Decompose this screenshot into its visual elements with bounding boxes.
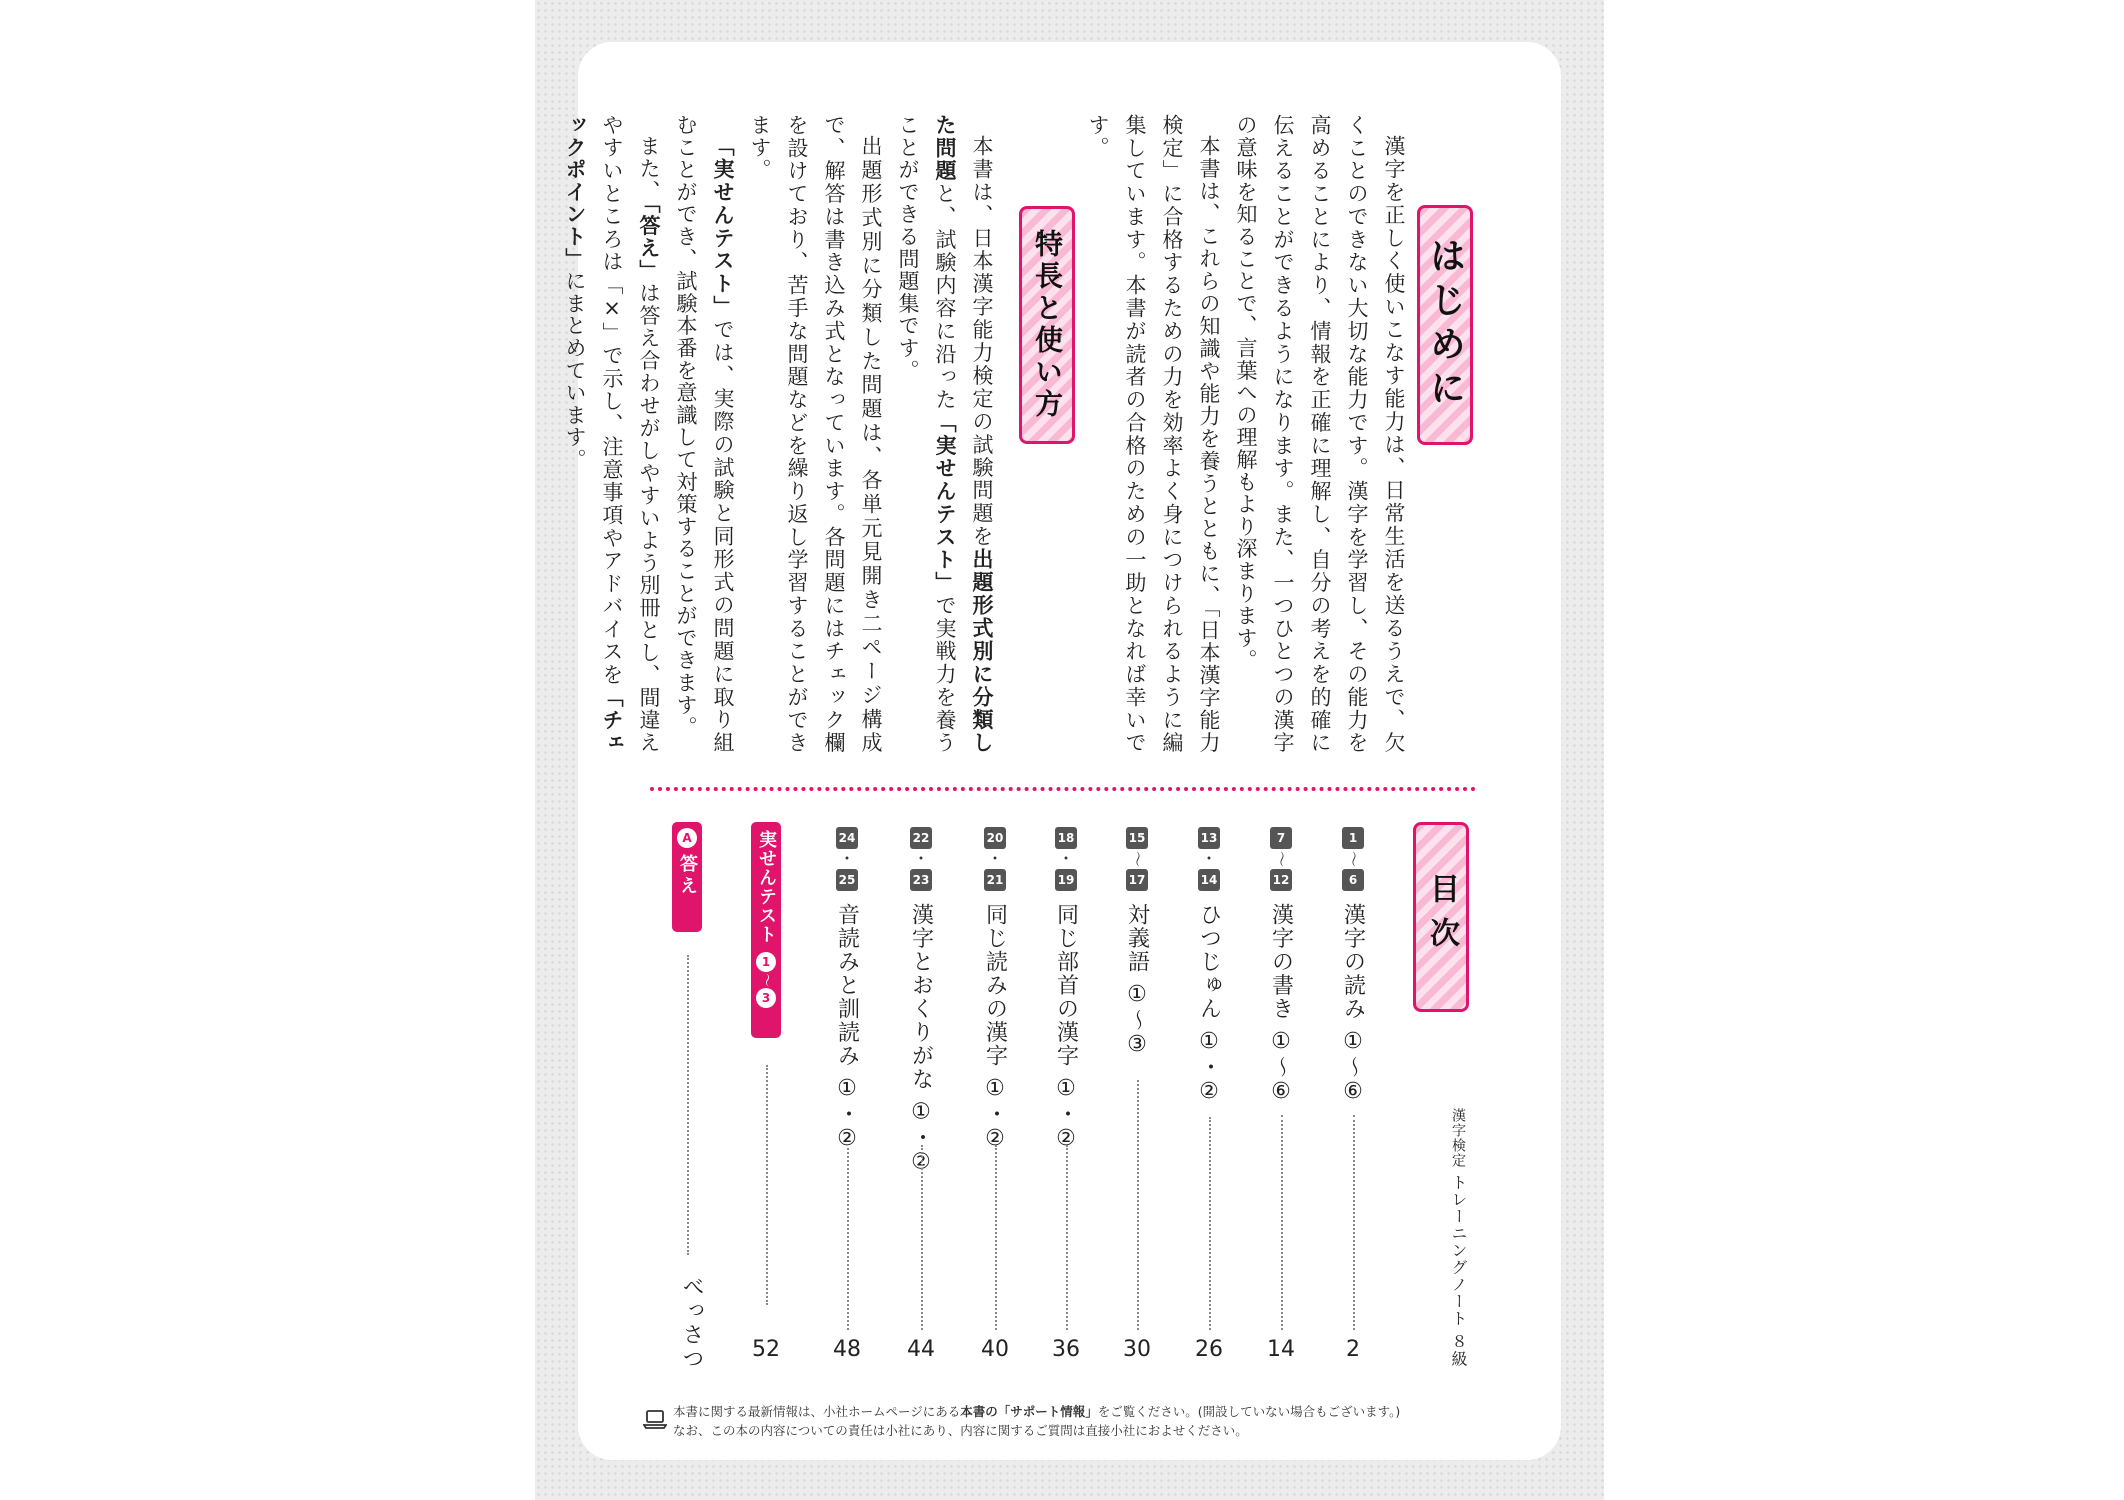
toc-page-number: 40 <box>981 1337 1009 1362</box>
heading-hajimeni: はじめに <box>1417 205 1473 445</box>
toc-leader-dots <box>1137 1080 1139 1330</box>
unit-number-start: 18 <box>1055 827 1077 849</box>
section-divider <box>650 787 1476 791</box>
unit-separator: ・ <box>912 849 929 868</box>
footer-line-1: 本書に関する最新情報は、小社ホームページにある本書の「サポート情報」をご覧ください。(開設していない場合もございます。) <box>673 1404 1401 1419</box>
practice-test-page: 52 <box>752 1337 780 1362</box>
unit-separator: ・ <box>1200 849 1217 868</box>
unit-number-end: 14 <box>1198 869 1220 891</box>
practice-test-leader <box>766 1065 768 1305</box>
laptop-icon <box>643 1408 667 1430</box>
unit-number-end: 17 <box>1126 869 1148 891</box>
practice-test-tag: 実せんテスト 1 〜 3 <box>751 822 781 1038</box>
heading-features: 特長と使い方 <box>1019 206 1075 444</box>
answer-icon: A <box>677 828 697 848</box>
unit-number-end: 21 <box>984 869 1006 891</box>
toc-item-title: 同じ部首の漢字 ①・② <box>1053 903 1079 1153</box>
features-text <box>556 114 1000 754</box>
toc-item-title: ひつじゅん ①・② <box>1196 903 1222 1106</box>
unit-number-end: 19 <box>1055 869 1077 891</box>
toc-item[interactable] <box>827 825 867 1380</box>
unit-separator: ・ <box>1057 849 1074 868</box>
unit-separator: 〜 <box>1127 850 1147 868</box>
features-paragraph-3: 「実せんテスト」では、実際の試験と同形式の問題に取り組むことができ、試験本番を意識して対策することができます。 <box>674 114 735 755</box>
unit-separator: ・ <box>838 849 855 868</box>
unit-separator: 〜 <box>1343 850 1363 868</box>
answer-page: べっさつ <box>679 1275 704 1371</box>
toc-page-number: 44 <box>907 1337 935 1362</box>
unit-number-start: 1 <box>1342 827 1364 849</box>
toc-item-title: 同じ読みの漢字 ①・② <box>982 903 1008 1153</box>
toc-leader-dots <box>1281 1115 1283 1330</box>
toc-page-number: 26 <box>1195 1337 1223 1362</box>
unit-number-start: 20 <box>984 827 1006 849</box>
toc-item[interactable] <box>1046 825 1086 1380</box>
answer-tag: A 答え <box>672 822 702 932</box>
unit-separator: 〜 <box>1271 850 1291 868</box>
toc-item[interactable] <box>901 825 941 1380</box>
toc-item-title: 対義語 ①〜③ <box>1124 903 1150 1059</box>
heading-contents: 目次 <box>1413 822 1469 1012</box>
series-title: 漢字検定 トレーニングノート ８級 <box>1449 1108 1468 1368</box>
features-paragraph-1: 本書は、日本漢字能力検定の試験問題を出題形式別に分類した問題と、試験内容に沿った「実せんテスト」で実戦力を養うことができる問題集です。 <box>896 114 994 754</box>
features-paragraph-4: また、「答え」は答え合わせがしやすいよう別冊とし、間違えやすいところは「×」で示し、注意事項やアドバイスを「チェックポイント」にまとめています。 <box>563 114 661 755</box>
intro-paragraph-1: 漢字を正しく使いこなす能力は、日常生活を送るうえで、欠くことのできない大切な能力です。漢字を学習し、その能力を高めることにより、情報を正確に理解し、自分の考えを的確に伝えることができるようになります。また、一つひとつの漢字の意味を知ることで、言葉への理解もより深まります。 <box>1234 114 1406 754</box>
unit-number-end: 6 <box>1342 869 1364 891</box>
toc-item[interactable] <box>1333 825 1373 1380</box>
unit-separator: ・ <box>986 849 1003 868</box>
toc-item[interactable] <box>1117 825 1157 1380</box>
toc-item[interactable] <box>1189 825 1229 1380</box>
unit-number-start: 15 <box>1126 827 1148 849</box>
unit-number-start: 13 <box>1198 827 1220 849</box>
toc-item-title: 漢字の読み ①〜⑥ <box>1340 903 1366 1106</box>
features-paragraph-2: 出題形式別に分類した問題は、各単元見開き二ページ構成で、解答は書き込み式となっています。各問題にはチェック欄を設けており、苦手な問題などを繰り返し学習することができます。 <box>748 114 883 754</box>
toc-page-number: 48 <box>833 1337 861 1362</box>
toc-leader-dots <box>995 1145 997 1330</box>
intro-paragraph-2: 本書は、これらの知識や能力を養うとともに、「日本漢字能力検定」に合格するための力を効率よく身につけられるように編集しています。本書が読者の合格のための一助となれば幸いです。 <box>1086 114 1221 754</box>
toc-item-title: 漢字の書き ①〜⑥ <box>1268 903 1294 1106</box>
toc-leader-dots <box>921 1145 923 1330</box>
answer-leader <box>687 955 689 1255</box>
unit-number-end: 23 <box>910 869 932 891</box>
toc-page-number: 14 <box>1267 1337 1295 1362</box>
unit-number-end: 25 <box>836 869 858 891</box>
toc-item[interactable] <box>1261 825 1301 1380</box>
intro-text <box>1079 114 1412 754</box>
unit-number-start: 7 <box>1270 827 1292 849</box>
toc-item[interactable] <box>975 825 1015 1380</box>
toc-leader-dots <box>1066 1145 1068 1330</box>
toc-leader-dots <box>1353 1115 1355 1330</box>
unit-number-start: 24 <box>836 827 858 849</box>
toc-leader-dots <box>847 1148 849 1330</box>
toc-item-title: 漢字とおくりがな ①・② <box>908 903 934 1176</box>
unit-number-start: 22 <box>910 827 932 849</box>
toc-leader-dots <box>1209 1117 1211 1330</box>
footer-note <box>673 1402 1473 1440</box>
footer-line-2: なお、この本の内容についての責任は小社にあり、内容に関するご質問は直接小社におよせください。 <box>673 1423 1248 1438</box>
toc-page-number: 30 <box>1123 1337 1151 1362</box>
toc-item-title: 音読みと訓読み ①・② <box>834 903 860 1153</box>
toc-page-number: 2 <box>1346 1337 1360 1362</box>
toc-page-number: 36 <box>1052 1337 1080 1362</box>
unit-number-end: 12 <box>1270 869 1292 891</box>
